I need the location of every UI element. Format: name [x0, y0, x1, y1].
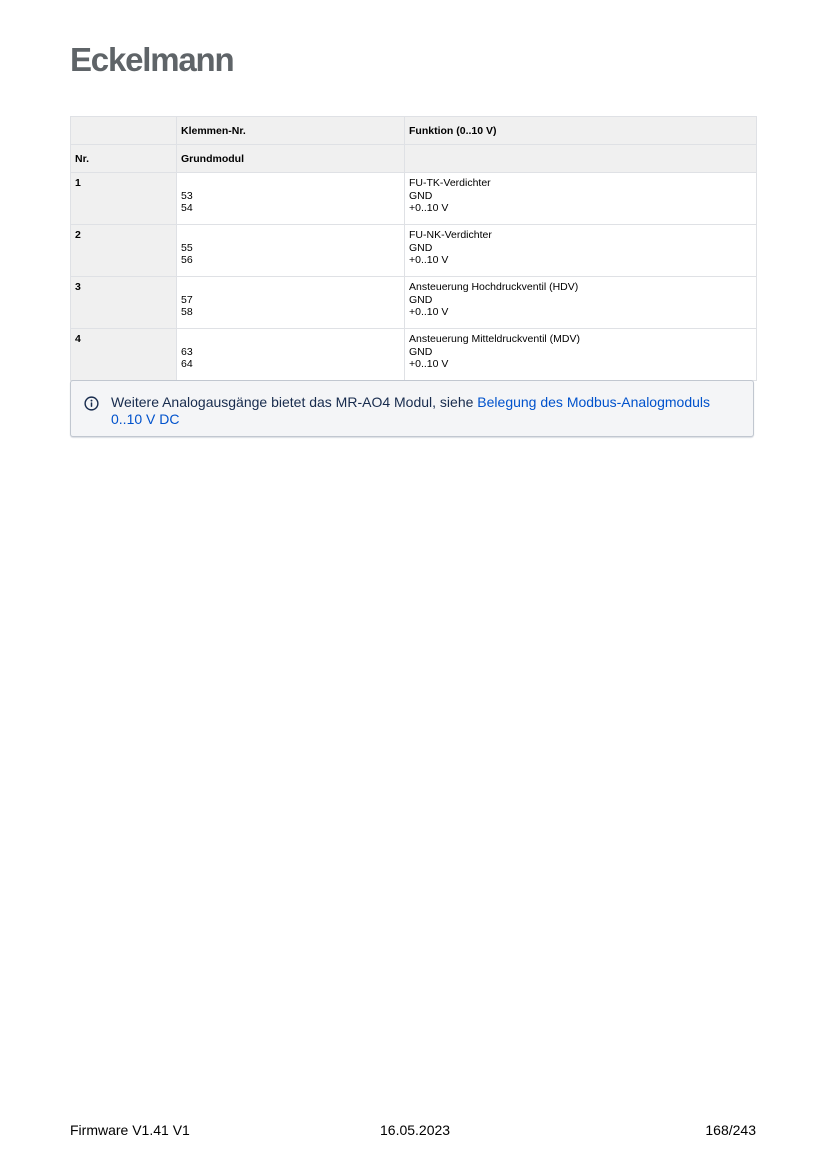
info-circle-icon	[84, 396, 99, 411]
footer-date: 16.05.2023	[380, 1122, 451, 1138]
klemmen-line: 53	[181, 189, 193, 202]
info-panel	[70, 380, 754, 437]
row-klemmen	[177, 277, 405, 329]
header-nr: Nr.	[71, 145, 177, 173]
row-klemmen	[177, 173, 405, 225]
modbus-analog-module-link[interactable]: Belegung des Modbus-Analogmoduls 0..10 V DC	[111, 394, 711, 427]
funktion-line: GND	[409, 293, 433, 306]
table-row	[71, 277, 757, 329]
funktion-line: GND	[409, 345, 433, 358]
klemmen-line	[181, 281, 400, 294]
header-funktion: Funktion (0..10 V)	[405, 117, 757, 145]
info-message: Weitere Analogausgänge bietet das MR-AO4 Modul, siehe	[111, 394, 478, 410]
row-klemmen	[177, 225, 405, 277]
eckelmann-logo: Eckelmann	[70, 41, 234, 78]
klemmen-line: 57	[181, 293, 193, 306]
footer-page-number: 168/243	[705, 1122, 756, 1138]
funktion-line: FU-TK-Verdichter	[409, 177, 491, 189]
row-nr: 1	[71, 173, 177, 225]
row-funktion	[405, 277, 757, 329]
row-nr: 4	[71, 329, 177, 381]
table-header-row	[71, 117, 757, 145]
row-nr: 2	[71, 225, 177, 277]
header-klemmen-nr: Klemmen-Nr.	[177, 117, 405, 145]
klemmen-line	[181, 333, 400, 346]
row-funktion	[405, 225, 757, 277]
funktion-line: Ansteuerung Hochdruckventil (HDV)	[409, 281, 579, 293]
header-empty-cell-2	[405, 145, 757, 173]
terminal-assignment-table	[70, 116, 757, 381]
footer-firmware-version: Firmware V1.41 V1	[70, 1122, 190, 1138]
funktion-line: +0..10 V	[409, 306, 449, 318]
klemmen-line: 56	[181, 254, 193, 266]
funktion-line: Ansteuerung Mitteldruckventil (MDV)	[409, 333, 580, 345]
funktion-line: +0..10 V	[409, 254, 449, 266]
klemmen-line	[181, 229, 400, 242]
header-grundmodul: Grundmodul	[177, 145, 405, 173]
klemmen-line: 63	[181, 345, 193, 358]
funktion-line: GND	[409, 241, 433, 254]
info-text	[111, 394, 741, 428]
funktion-line: GND	[409, 189, 433, 202]
table-row	[71, 173, 757, 225]
row-funktion	[405, 173, 757, 225]
klemmen-line: 58	[181, 306, 193, 318]
klemmen-line: 64	[181, 358, 193, 370]
klemmen-line: 55	[181, 241, 193, 254]
table-row	[71, 225, 757, 277]
klemmen-line: 54	[181, 202, 193, 214]
table-subheader-row	[71, 145, 757, 173]
header-empty-cell	[71, 117, 177, 145]
row-klemmen	[177, 329, 405, 381]
funktion-line: +0..10 V	[409, 358, 449, 370]
table-row	[71, 329, 757, 381]
row-nr: 3	[71, 277, 177, 329]
row-funktion	[405, 329, 757, 381]
funktion-line: FU-NK-Verdichter	[409, 229, 492, 241]
klemmen-line	[181, 177, 400, 190]
funktion-line: +0..10 V	[409, 202, 449, 214]
